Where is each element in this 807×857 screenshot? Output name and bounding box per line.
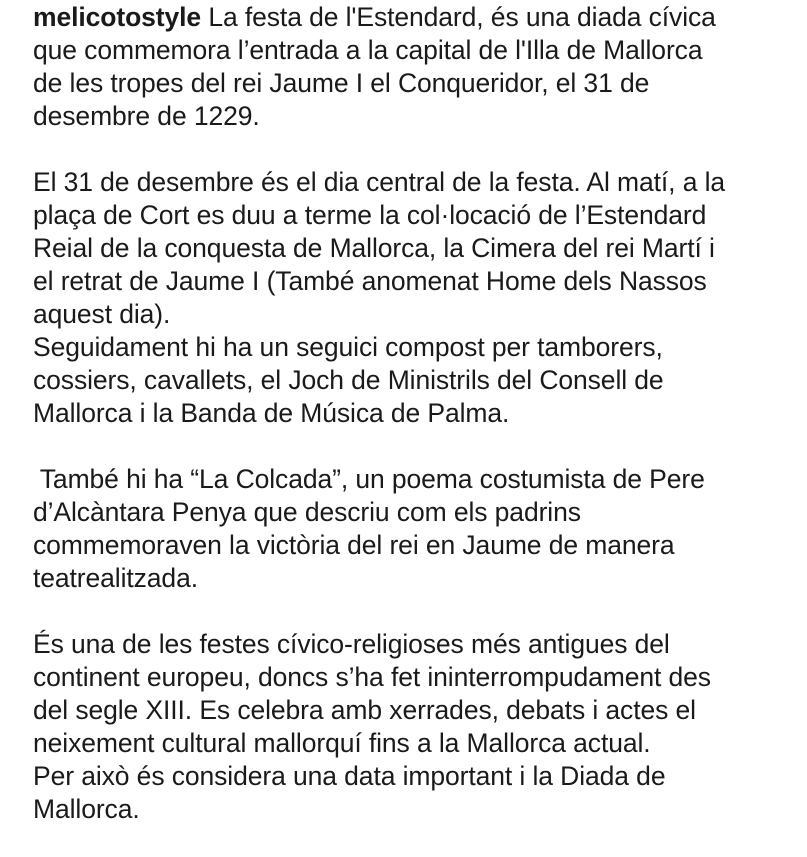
paragraph-spacer: [33, 430, 803, 463]
caption-line: del segle XIII. Es celebra amb xerrades, debats i actes el: [33, 695, 696, 725]
caption-line: d’Alcàntara Penya que descriu com els padrins: [33, 497, 581, 527]
post-caption: [33, 1, 803, 826]
caption-line: aquest dia).: [33, 299, 171, 329]
caption-line: plaça de Cort es duu a terme la col·locació de l’Estendard: [33, 200, 707, 230]
caption-line: neixement cultural mallorquí fins a la Mallorca actual.: [33, 728, 651, 758]
caption-line: de les tropes del rei Jaume I el Conqueridor, el 31 de: [33, 68, 650, 98]
username-link[interactable]: melicotostyle: [33, 2, 202, 32]
paragraph-spacer: [33, 595, 803, 628]
caption-line: És una de les festes cívico-religioses més antigues del: [33, 629, 670, 659]
caption-line: Mallorca.: [33, 794, 140, 824]
caption-line: el retrat de Jaume I (També anomenat Home dels Nassos: [33, 266, 707, 296]
caption-line: cossiers, cavallets, el Joch de Ministrils del Consell de: [33, 365, 664, 395]
caption-text: La festa de l'Estendard, és una diada cívica: [201, 2, 716, 32]
caption-line: commemoraven la victòria del rei en Jaume de manera: [33, 530, 675, 560]
caption-line: Per això és considera una data important i la Diada de: [33, 761, 666, 791]
caption-line: Mallorca i la Banda de Música de Palma.: [33, 398, 510, 428]
caption-line: continent europeu, doncs s’ha fet ininterrompudament des: [33, 662, 711, 692]
caption-line: que commemora l’entrada a la capital de l'Illa de Mallorca: [33, 35, 703, 65]
caption-line: També hi ha “La Colcada”, un poema costumista de Pere: [33, 464, 705, 494]
caption-line: El 31 de desembre és el dia central de la festa. Al matí, a la: [33, 167, 726, 197]
paragraph-spacer: [33, 133, 803, 166]
caption-line: [33, 1, 803, 34]
caption-line: Seguidament hi ha un seguici compost per tamborers,: [33, 332, 663, 362]
caption-line: desembre de 1229.: [33, 101, 260, 131]
caption-line: teatrealitzada.: [33, 563, 198, 593]
caption-line: Reial de la conquesta de Mallorca, la Cimera del rei Martí i: [33, 233, 715, 263]
